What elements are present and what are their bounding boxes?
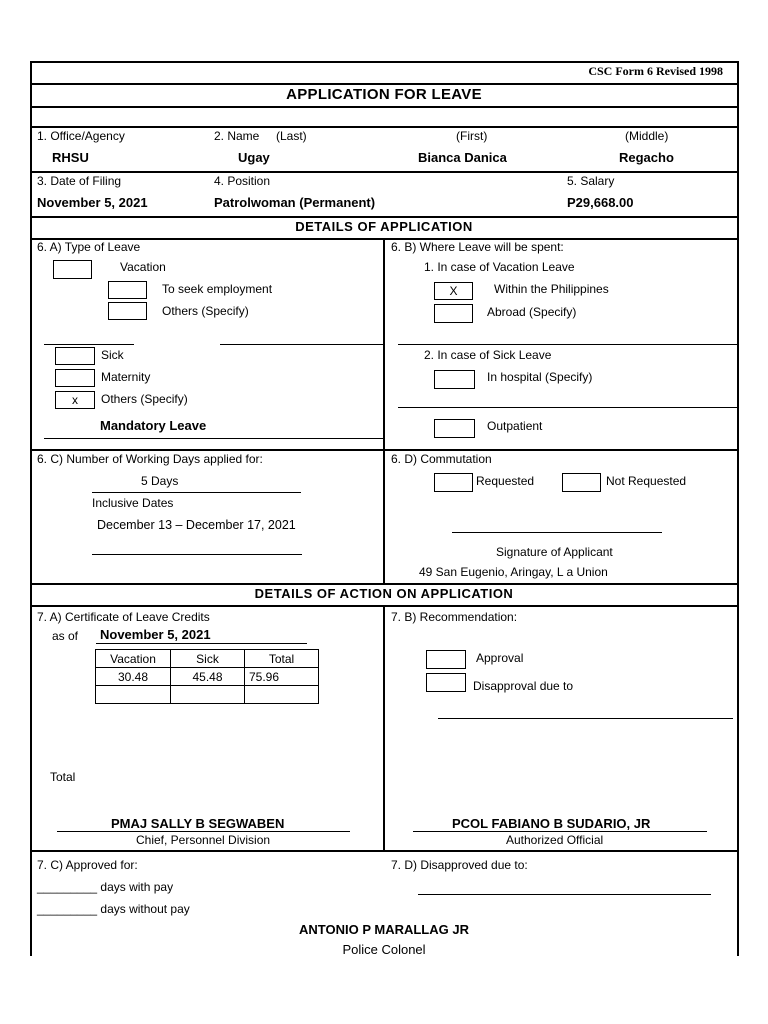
total-label: Total (50, 770, 76, 784)
not-requested-checkbox[interactable] (562, 473, 601, 492)
credits-header-total: Total (245, 650, 319, 668)
inclusive-dates-label: Inclusive Dates (92, 496, 174, 510)
rule (30, 106, 738, 108)
days-with-pay: _________ days with pay (37, 880, 174, 894)
approval-checkbox[interactable] (426, 650, 466, 669)
type-of-leave-label: 6. A) Type of Leave (37, 240, 141, 254)
credits-cell (245, 686, 319, 704)
credits-header-row (96, 650, 319, 668)
credits-cell: 75.96 (245, 668, 319, 686)
hospital-line (398, 407, 738, 408)
vacation-checkbox[interactable] (53, 260, 92, 279)
hospital-checkbox[interactable] (434, 370, 475, 389)
as-of-line (96, 643, 307, 644)
credits-header-vacation: Vacation (96, 650, 171, 668)
specify-line (220, 344, 383, 345)
inclusive-dates-value: December 13 – December 17, 2021 (97, 518, 296, 532)
signature-line (452, 532, 662, 533)
disapproval-checkbox[interactable] (426, 673, 466, 692)
abroad-checkbox[interactable] (434, 304, 473, 323)
outpatient-label: Outpatient (487, 419, 543, 433)
recommendation-label: 7. B) Recommendation: (391, 610, 518, 624)
seek-employment-checkbox[interactable] (108, 281, 147, 299)
seek-employment-label: To seek employment (162, 282, 273, 296)
authorized-official-line (413, 831, 707, 832)
working-days-value: 5 Days (141, 474, 179, 488)
table-row (96, 686, 319, 704)
where-spent-label: 6. B) Where Leave will be spent: (391, 240, 564, 254)
within-ph-checkbox[interactable]: X (434, 282, 473, 300)
requested-checkbox[interactable] (434, 473, 473, 492)
sick-label: Sick (101, 348, 124, 362)
middle-name-value: Regacho (619, 150, 674, 165)
vacation-label: Vacation (120, 260, 166, 274)
disapproval-line (438, 718, 733, 719)
rule (30, 83, 738, 85)
last-name-value: Ugay (238, 150, 270, 165)
credits-label: 7. A) Certificate of Leave Credits (37, 610, 210, 624)
not-requested-label: Not Requested (606, 474, 687, 488)
requested-label: Requested (476, 474, 535, 488)
final-signatory-name: ANTONIO P MARALLAG JR (299, 922, 469, 937)
rule (30, 126, 738, 128)
vacation-case-label: 1. In case of Vacation Leave (424, 260, 575, 274)
rule (30, 449, 738, 451)
signature-label: Signature of Applicant (496, 545, 613, 559)
divider (383, 605, 385, 850)
first-name-value: Bianca Danica (418, 150, 507, 165)
approval-label: Approval (476, 651, 524, 665)
table-row (96, 668, 319, 686)
others-checkbox[interactable]: x (55, 391, 95, 409)
personnel-chief-name: PMAJ SALLY B SEGWABEN (111, 816, 285, 831)
inclusive-dates-line (92, 554, 302, 555)
others-value: Mandatory Leave (100, 418, 207, 433)
others-specify-checkbox[interactable] (108, 302, 147, 320)
form-border-top (30, 61, 738, 63)
authorized-official-name: PCOL FABIANO B SUDARIO, JR (452, 816, 651, 831)
hospital-label: In hospital (Specify) (487, 370, 593, 384)
others-label: Others (Specify) (101, 392, 188, 406)
credits-cell: 30.48 (96, 668, 171, 686)
abroad-line (398, 344, 738, 345)
name-label: 2. Name (214, 129, 260, 143)
office-label: 1. Office/Agency (37, 129, 125, 143)
office-value: RHSU (52, 150, 89, 165)
details-title: DETAILS OF APPLICATION (295, 219, 473, 234)
maternity-checkbox[interactable] (55, 369, 95, 387)
position-value: Patrolwoman (Permanent) (214, 195, 376, 210)
action-title: DETAILS OF ACTION ON APPLICATION (254, 586, 514, 601)
working-days-line (92, 492, 301, 493)
specify-line (44, 344, 134, 345)
as-of-label: as of (52, 629, 79, 643)
credits-cell (96, 686, 171, 704)
sick-case-label: 2. In case of Sick Leave (424, 348, 552, 362)
disapproved-line (418, 894, 711, 895)
rule (30, 171, 738, 173)
date-value: November 5, 2021 (37, 195, 148, 210)
form-title: APPLICATION FOR LEAVE (286, 86, 482, 103)
others-value-line (44, 438, 383, 439)
form-border-left (30, 61, 32, 956)
approved-for-label: 7. C) Approved for: (37, 858, 138, 872)
first-label: (First) (456, 129, 488, 143)
abroad-label: Abroad (Specify) (487, 305, 577, 319)
credits-header-sick: Sick (171, 650, 245, 668)
applicant-address: 49 San Eugenio, Aringay, L a Union (419, 565, 608, 579)
form-code: CSC Form 6 Revised 1998 (588, 64, 723, 78)
sick-checkbox[interactable] (55, 347, 95, 365)
divider (383, 238, 385, 583)
middle-label: (Middle) (625, 129, 669, 143)
form-border-right (737, 61, 739, 956)
disapproval-label: Disapproval due to (473, 679, 574, 693)
salary-label: 5. Salary (567, 174, 615, 188)
rule (30, 583, 738, 585)
days-without-pay: _________ days without pay (37, 902, 190, 916)
commutation-label: 6. D) Commutation (391, 452, 492, 466)
maternity-label: Maternity (101, 370, 151, 384)
credits-table (95, 649, 319, 704)
credits-cell (171, 686, 245, 704)
rule (30, 850, 738, 852)
position-label: 4. Position (214, 174, 271, 188)
others-specify-label: Others (Specify) (162, 304, 249, 318)
personnel-chief-title: Chief, Personnel Division (136, 833, 271, 847)
date-label: 3. Date of Filing (37, 174, 122, 188)
rule (30, 216, 738, 218)
credits-cell: 45.48 (171, 668, 245, 686)
last-label: (Last) (276, 129, 307, 143)
within-ph-label: Within the Philippines (494, 282, 609, 296)
working-days-label: 6. C) Number of Working Days applied for: (37, 452, 263, 466)
disapproved-label: 7. D) Disapproved due to: (391, 858, 528, 872)
final-signatory-title: Police Colonel (342, 942, 426, 957)
outpatient-checkbox[interactable] (434, 419, 475, 438)
authorized-official-title: Authorized Official (506, 833, 604, 847)
personnel-chief-line (57, 831, 350, 832)
salary-value: P29,668.00 (567, 195, 634, 210)
as-of-value: November 5, 2021 (100, 627, 211, 642)
